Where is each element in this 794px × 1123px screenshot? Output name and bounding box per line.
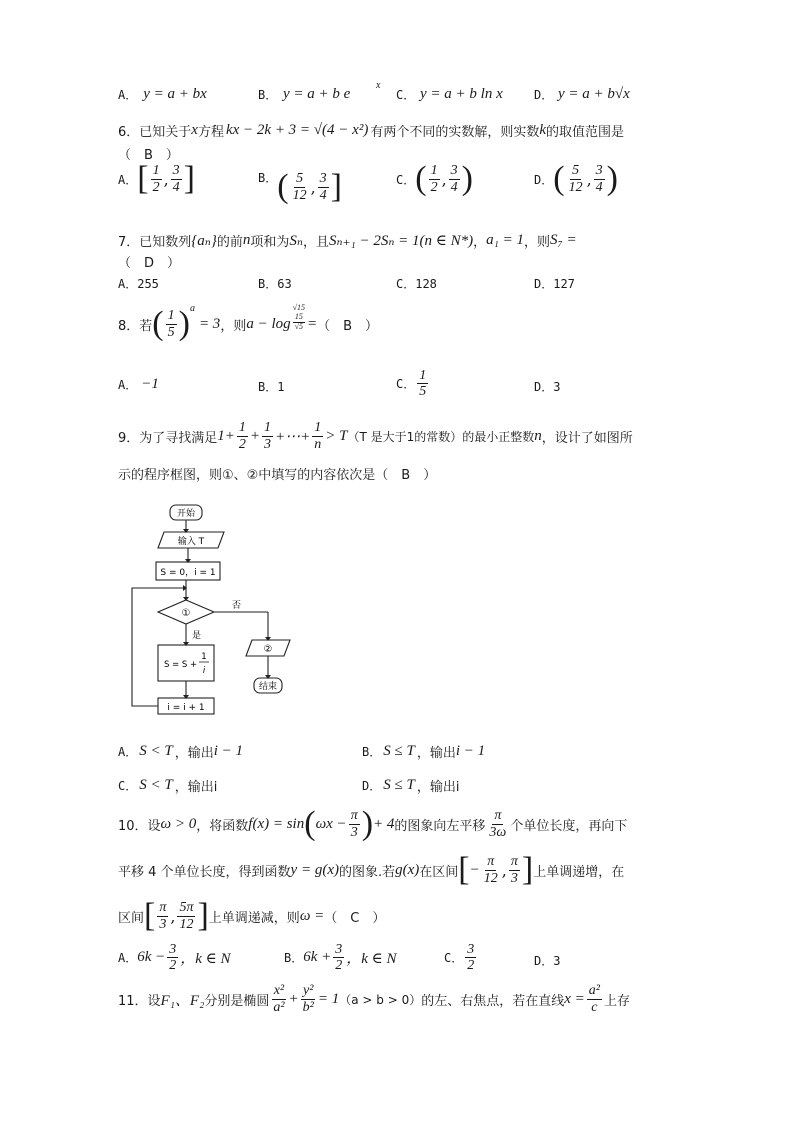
q6-c-frac1: $\frac{1}{2}$ xyxy=(430,163,438,195)
question-11: 11．设 F₁、F₂ 分别是椭圆 $\frac{\text{x²}}{\text{a²}}$ + $\frac{\text{y²}}{\text{b²}}$ = 1 （a > b > 0） 的左、右焦点，若在直线 x = $\frac{\text{a²}}{c}$ 上存 xyxy=(118,983,630,1015)
q5-option-b-expr: y = a + b e xyxy=(283,86,351,102)
q6-text-pre: 6．已知关于 xyxy=(118,124,192,140)
q6-d-frac2: $\frac{3}{4}$ xyxy=(595,163,603,195)
q9-option-c: C． S < T ，输出i xyxy=(118,777,218,795)
flow-update-label: S = S + xyxy=(164,660,198,670)
q8-option-c: C． $\frac{1}{5}$ xyxy=(396,368,427,400)
q5-option-d-expr: y = a + b√x xyxy=(558,86,630,102)
q9-line2: 示的程序框图，则①、②中填写的内容依次是（ B ） xyxy=(118,468,437,483)
q6-equation: kx − 2k + 3 = √(4 − x²) xyxy=(225,121,369,138)
flow-init-label: S = 0，i = 1 xyxy=(160,568,216,578)
q10-option-c: C． $\frac{3}{2}$ xyxy=(444,942,475,974)
flowchart xyxy=(120,500,320,722)
q6-a-frac1: $\frac{1}{2}$ xyxy=(152,163,160,195)
q6-answer: （ B ） xyxy=(118,148,179,163)
q6-text-end: 的取值范围是 xyxy=(546,124,625,140)
q7-answer: （ D ） xyxy=(118,256,181,271)
q6-b-frac2: $\frac{3}{4}$ xyxy=(319,171,327,203)
q8-answer: （ B ） xyxy=(317,318,379,334)
question-9: 9．为了寻找满足 1+ $\frac{1}{2}$ + $\frac{1}{3}$ +⋯+ $\frac{1}{n}$ > T （T 是大于1的常数）的最小正整数 n ，设计了如图所 示的程序框图，则①、②中填写的内容依次是（ B ） xyxy=(118,416,678,483)
q8-option-b: B．1 xyxy=(258,380,285,394)
flow-input-label: 输入 T xyxy=(177,537,205,547)
flow-update-den: i xyxy=(202,666,206,676)
flow-end-label: 结束 xyxy=(258,682,278,692)
q6-text-mid: 方程 xyxy=(197,124,224,140)
q8-option-d: D．3 xyxy=(534,380,561,394)
q7-condition: Sₙ₊₁ − 2Sₙ = 1(n ∈ N*) xyxy=(329,232,474,249)
question-10: 10．设 ω > 0 ，将函数 f(x) = sin ( ωx − $\frac{\pi}{3}$ ) + 4 的图象向左平移 $\frac{\pi}{3\omega}$ 个单位长度，再向下 平移 4 个单位长度，得到函数 y = g(x) 的图象.若 g(x) 在区间 [ − $\frac{\pi}{12}$ , $\frac{\pi}{3}$ ] 上单调递增，在 区间 [ $\frac{\pi}{3}$ , $\frac{5\pi}{12}$ ] 上单调递减，则 ω = （ C ） A． 6k − $\frac{3}{2}$ ，k ∈ N B． 6k + $\frac{3}{2}$ ，k ∈ N C． $\frac{3}{2}$ D．3 xyxy=(118,805,628,974)
q9-option-b: B． S ≤ T ，输出 i − 1 xyxy=(362,743,486,761)
q6-option-b: B． ( $\frac{5}{12}$ , $\frac{3}{4}$ ] xyxy=(258,168,342,205)
q8-log-base: √15 15 √5 xyxy=(292,303,306,331)
q6-a-frac2: $\frac{3}{4}$ xyxy=(172,163,180,195)
question-8: 8．若 ( $\frac{1}{5}$ ) a = 3 ，则 a − log √15 15 √5 = （ B ） A． −1 B．1 C． $\frac{1}{5}$ D．3 xyxy=(118,302,561,400)
q5-option-d-label: D． xyxy=(534,88,554,102)
question-7: 7．已知数列 {aₙ} 的前 n 项和为 Sₙ ，且 Sₙ₊₁ − 2Sₙ = 1(n ∈ N*) ， a₁ = 1 ，则 S₇ = （ D ） A．255 B．63 C．128 D．127 xyxy=(118,228,678,297)
q6-d-frac1: $\frac{5}{12}$ xyxy=(568,163,583,195)
q7-seq: {aₙ} xyxy=(191,232,217,249)
q10-option-a: A． 6k − $\frac{3}{2}$ ，k ∈ N xyxy=(118,942,231,974)
question-6 xyxy=(118,118,678,228)
q6-k: k xyxy=(539,121,546,138)
q5-option-a-label: A． xyxy=(118,88,138,102)
q6-option-a: A． [ $\frac{1}{2}$ , $\frac{3}{4}$ ] xyxy=(118,160,195,197)
flow-yes-label: 是 xyxy=(192,631,202,641)
q9-option-a: A． S < T ，输出 i − 1 xyxy=(118,743,244,761)
q10-option-b: B． 6k + $\frac{3}{2}$ ，k ∈ N xyxy=(284,942,397,974)
q5-option-c-label: C． xyxy=(396,88,416,102)
q7-option-a: A．255 xyxy=(118,277,159,291)
q8-option-a: A． −1 xyxy=(118,376,159,392)
q7-option-c: C．128 xyxy=(396,277,437,291)
flow-increment-label: i = i + 1 xyxy=(167,703,205,713)
q6-option-c: C． ( $\frac{1}{2}$ , $\frac{3}{4}$ ) xyxy=(396,160,473,197)
q5-option-b-sup: x xyxy=(376,80,381,91)
q10-answer: （ C ） xyxy=(324,910,386,926)
flow-update-num: 1 xyxy=(201,652,207,662)
q10-option-d: D．3 xyxy=(534,954,561,968)
q6-text-post: 有两个不同的实数解，则实数 xyxy=(370,124,540,140)
q7-option-d: D．127 xyxy=(534,277,575,291)
q7-option-b: B．63 xyxy=(258,277,292,291)
q6-c-frac2: $\frac{3}{4}$ xyxy=(450,163,458,195)
q5-option-a-expr: y = a + bx xyxy=(143,86,207,102)
q6-var: x xyxy=(191,121,198,138)
q6-option-d: D． ( $\frac{5}{12}$ , $\frac{3}{4}$ ) xyxy=(534,160,618,197)
q8-base: $\frac{1}{5}$ xyxy=(167,308,175,340)
flow-no-label: 否 xyxy=(232,601,242,611)
q5-option-b-label: B． xyxy=(258,88,278,102)
flow-output-label: ② xyxy=(263,644,273,655)
q5-options xyxy=(118,80,678,103)
q5-option-c-expr: y = a + b ln x xyxy=(420,86,503,102)
q6-b-frac1: $\frac{5}{12}$ xyxy=(292,171,307,203)
flow-start-label: 开始 xyxy=(176,509,196,519)
flow-condition-label: ① xyxy=(181,608,191,619)
q9-options xyxy=(118,742,678,802)
q9-option-d: D． S ≤ T ，输出i xyxy=(362,777,460,795)
